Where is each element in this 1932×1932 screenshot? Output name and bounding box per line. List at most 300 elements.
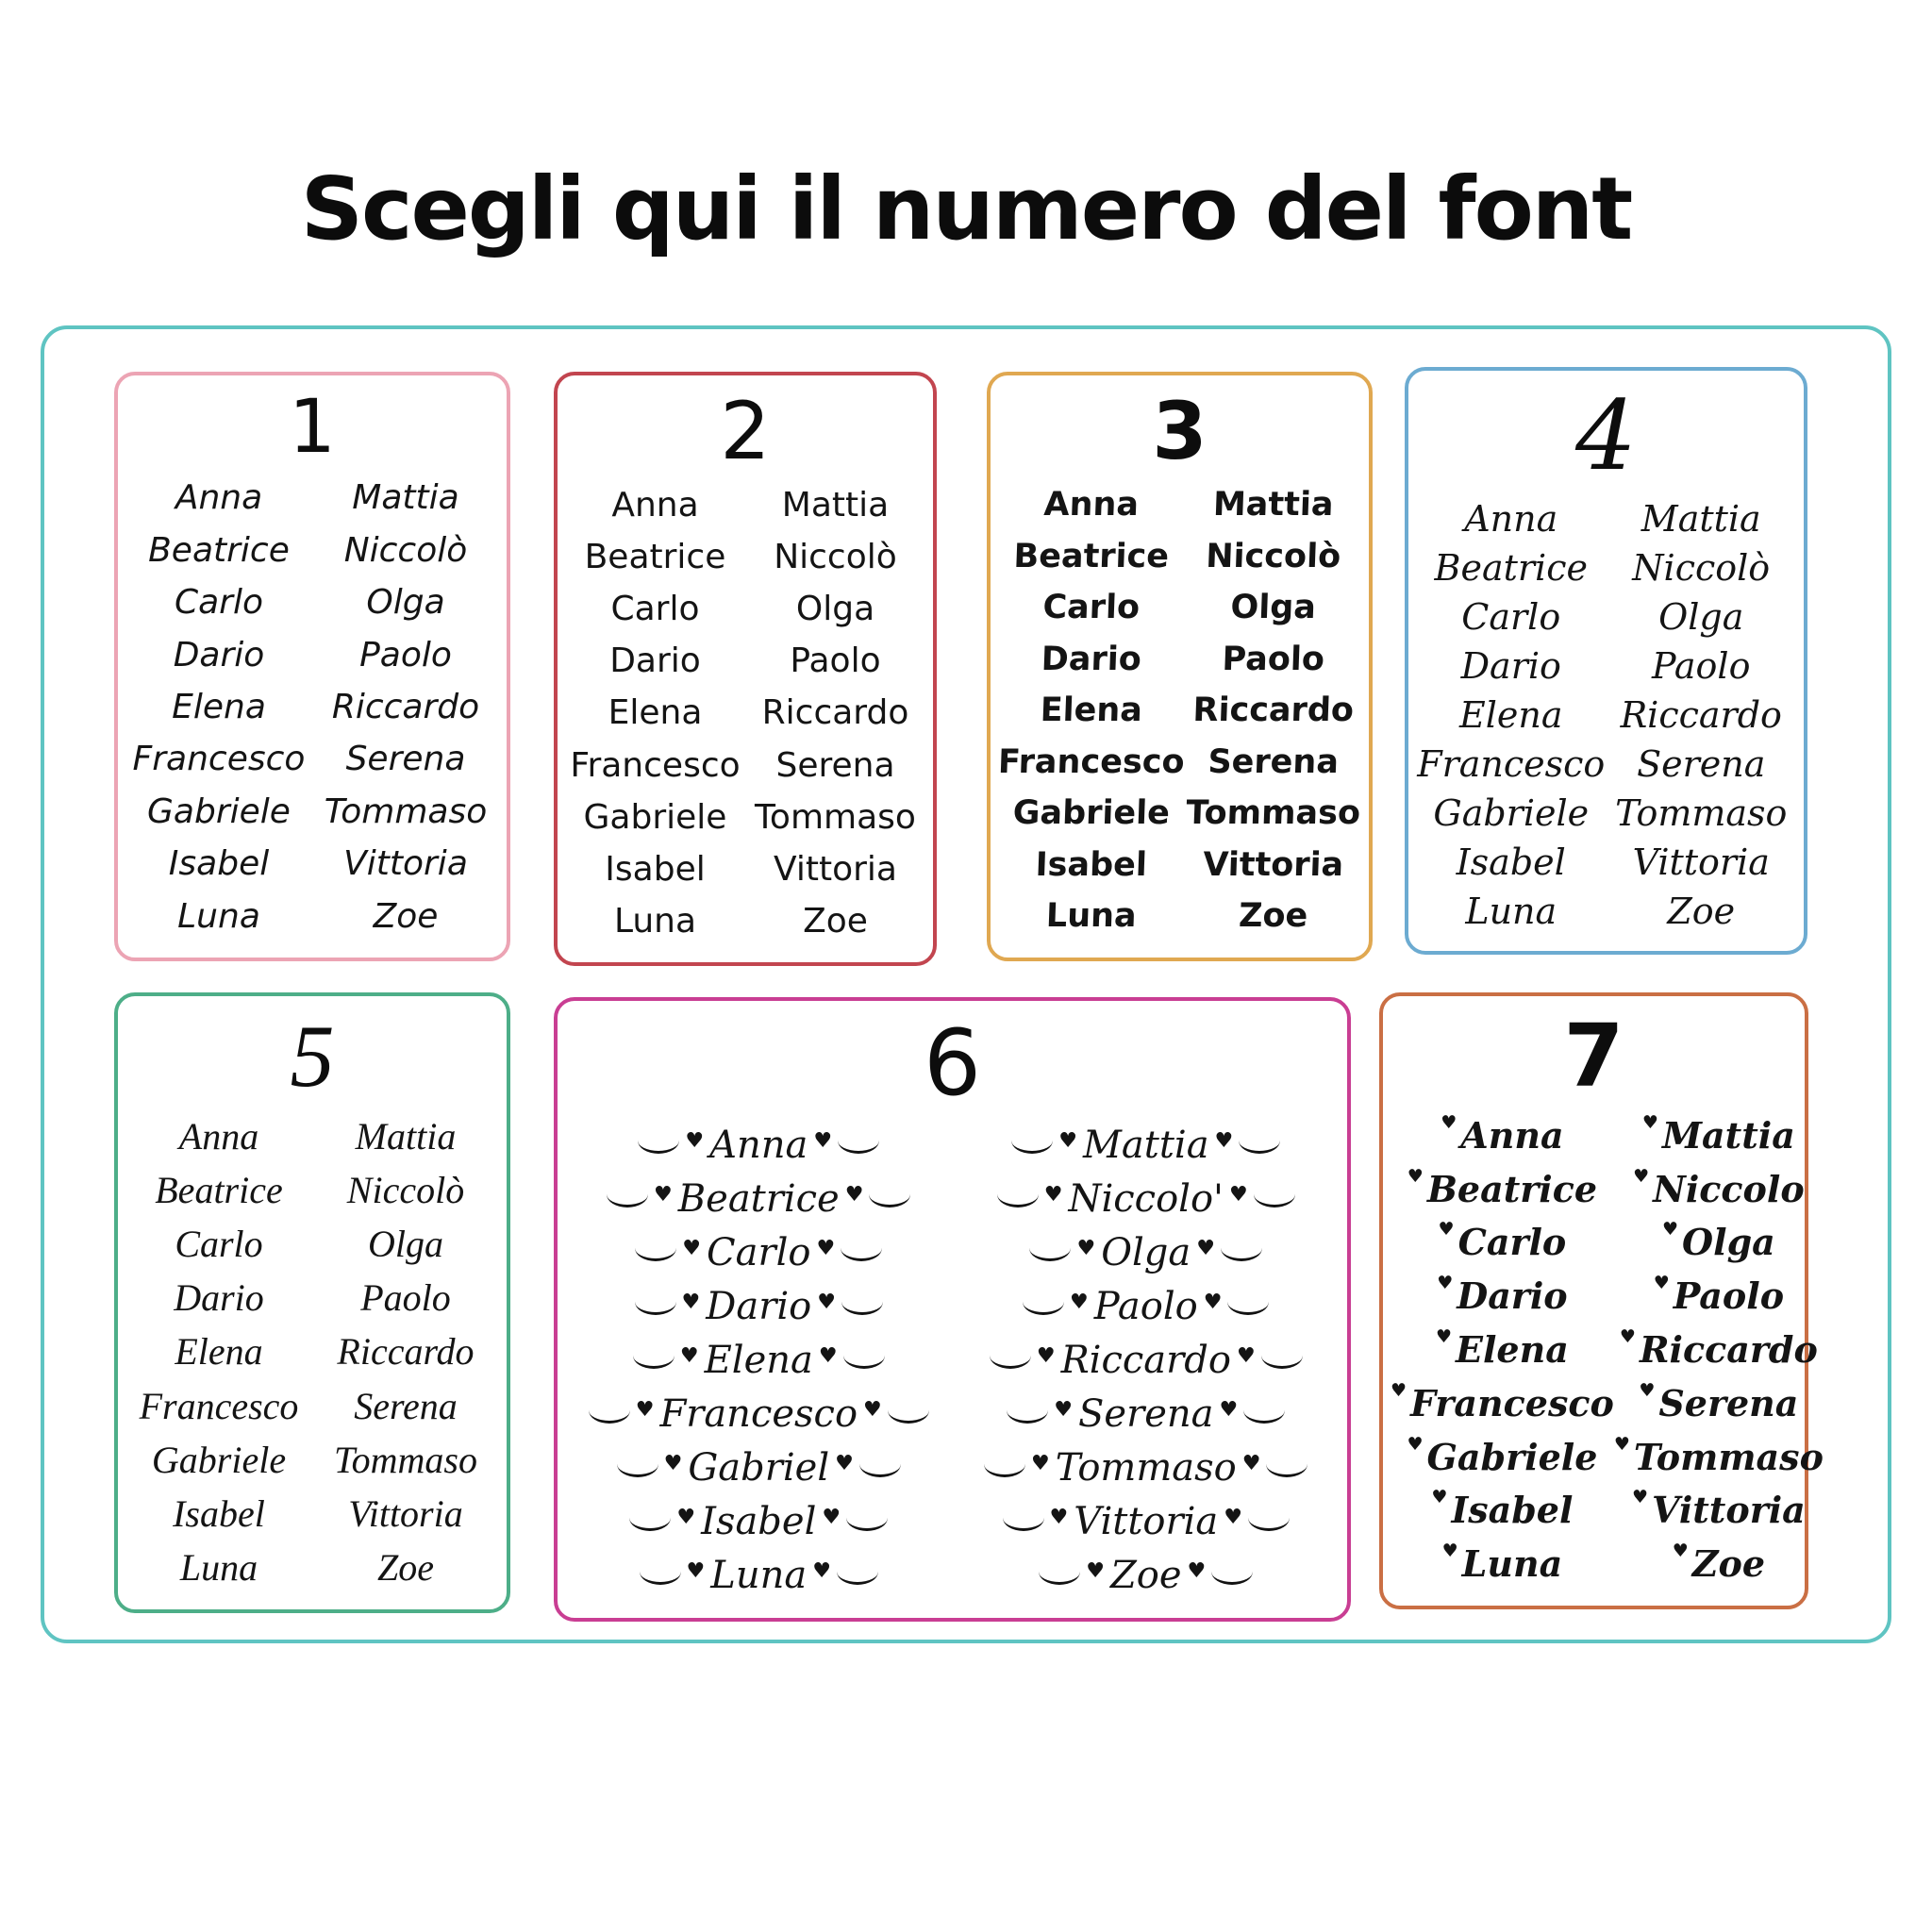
name-item xyxy=(565,791,745,843)
heart-icon: ♥ xyxy=(1236,1343,1256,1368)
name-item xyxy=(1416,691,1607,740)
name-item xyxy=(1391,1483,1614,1537)
heart-icon: ♥ xyxy=(817,1290,836,1314)
name-item xyxy=(565,1388,953,1441)
name-item xyxy=(1184,737,1362,789)
flourish-line xyxy=(843,1351,885,1369)
name-item xyxy=(1614,1430,1824,1484)
name-item xyxy=(125,1324,312,1378)
name-item xyxy=(312,1433,499,1487)
name-text: Niccolò xyxy=(343,530,468,570)
name-text: Serena xyxy=(1658,1381,1799,1424)
name-item xyxy=(1607,494,1797,543)
name-item xyxy=(1416,887,1607,936)
names-grid xyxy=(118,470,507,958)
name-item xyxy=(1416,592,1607,641)
name-item xyxy=(1614,1108,1824,1162)
name-text: Paolo xyxy=(790,641,881,681)
name-item xyxy=(1416,789,1607,838)
name-text: Paolo xyxy=(360,1276,451,1320)
flourish-line xyxy=(633,1351,675,1369)
name-text: Paolo xyxy=(1221,640,1325,678)
flourish-line xyxy=(1011,1136,1053,1154)
name-text: Dario xyxy=(1460,645,1561,687)
name-item xyxy=(1184,685,1362,737)
heart-icon: ♥ xyxy=(813,1128,833,1153)
page-title: Scegli qui il numero del font xyxy=(300,158,1632,259)
heart-icon: ♥ xyxy=(1391,1379,1407,1401)
name-text: Olga xyxy=(1658,596,1744,638)
heart-icon: ♥ xyxy=(818,1343,838,1368)
name-text: Elena xyxy=(172,687,266,726)
flourish-line xyxy=(1003,1513,1044,1531)
flourish-line xyxy=(1266,1459,1307,1477)
names-grid xyxy=(118,1108,507,1609)
flourish-line xyxy=(1248,1513,1290,1531)
name-item xyxy=(125,472,312,524)
name-text: Tommaso xyxy=(755,797,916,837)
heart-icon: ♥ xyxy=(1036,1343,1056,1368)
name-text: Serena xyxy=(1078,1392,1214,1437)
flourish-line xyxy=(638,1136,679,1154)
name-item xyxy=(312,628,499,680)
name-item xyxy=(125,838,312,890)
font-box-4 xyxy=(1405,367,1807,955)
flourish-line xyxy=(640,1567,681,1585)
name-item xyxy=(125,1109,312,1163)
name-text: Niccolò xyxy=(1205,537,1341,575)
font-box-5 xyxy=(114,992,510,1613)
heart-icon: ♥ xyxy=(1219,1398,1239,1423)
name-text: Beatrice xyxy=(584,538,726,577)
name-item xyxy=(565,1225,953,1279)
names-grid xyxy=(1408,492,1804,951)
name-item xyxy=(312,1109,499,1163)
name-text: Isabel xyxy=(1456,841,1566,883)
name-item xyxy=(745,687,925,739)
name-text: Olga xyxy=(1682,1221,1775,1264)
name-text: Luna xyxy=(1465,891,1557,932)
name-item xyxy=(1614,1537,1824,1591)
flourish-line xyxy=(1007,1406,1048,1424)
name-text: Isabel xyxy=(173,1491,265,1535)
name-item xyxy=(745,635,925,687)
flourish-line xyxy=(869,1190,910,1208)
name-text: Vittoria xyxy=(348,1491,463,1535)
name-text: Anna xyxy=(1460,1113,1564,1157)
heart-icon: ♥ xyxy=(863,1398,882,1423)
flourish-line xyxy=(629,1513,671,1531)
heart-icon: ♥ xyxy=(1043,1182,1063,1207)
heart-icon: ♥ xyxy=(1407,1165,1424,1187)
name-text: Gabriele xyxy=(151,1438,287,1481)
heart-icon: ♥ xyxy=(1653,1273,1670,1294)
name-item xyxy=(565,1549,953,1603)
name-item xyxy=(953,1279,1341,1333)
heart-icon: ♥ xyxy=(663,1452,683,1476)
name-text: Carlo xyxy=(610,590,700,629)
name-item xyxy=(125,786,312,838)
name-item xyxy=(125,1379,312,1433)
name-item xyxy=(125,733,312,785)
name-text: Carlo xyxy=(1041,589,1141,627)
name-item xyxy=(997,531,1185,583)
name-text: Olga xyxy=(366,583,445,623)
heart-icon: ♥ xyxy=(844,1182,864,1207)
name-text: Riccardo xyxy=(331,687,480,726)
name-item xyxy=(997,685,1185,737)
name-item xyxy=(125,524,312,575)
name-text: Zoe xyxy=(1691,1542,1766,1586)
name-item xyxy=(312,1217,499,1271)
flourish-line xyxy=(841,1297,883,1315)
name-text: Riccardo xyxy=(1191,691,1355,730)
font-number: 1 xyxy=(289,385,336,470)
name-text: Paolo xyxy=(359,635,452,675)
flourish-line xyxy=(841,1243,882,1261)
name-text: Riccardo xyxy=(761,693,909,733)
name-item xyxy=(125,891,312,942)
name-item xyxy=(953,1549,1341,1603)
name-text: Serena xyxy=(775,745,895,785)
font-number: 4 xyxy=(1575,380,1637,492)
name-text: Carlo xyxy=(1461,596,1561,638)
name-text: Francesco xyxy=(139,1384,299,1427)
flourish-line xyxy=(846,1513,888,1531)
name-item xyxy=(1184,788,1362,840)
name-item xyxy=(312,891,499,942)
name-text: Vittoria xyxy=(1074,1500,1219,1544)
name-text: Francesco xyxy=(570,745,741,785)
heart-icon: ♥ xyxy=(1639,1379,1656,1401)
flourish-line xyxy=(990,1351,1031,1369)
name-item xyxy=(565,1172,953,1225)
name-text: Luna xyxy=(1461,1542,1563,1586)
font-box-7 xyxy=(1379,992,1824,1609)
name-text: Gabriele xyxy=(1012,794,1171,833)
font-number: 3 xyxy=(1152,385,1208,477)
name-item xyxy=(1416,740,1607,789)
name-item xyxy=(1416,543,1607,592)
name-item xyxy=(953,1172,1341,1225)
name-text: Carlo xyxy=(175,1223,263,1266)
name-item xyxy=(565,843,745,895)
name-text: Riccardo xyxy=(1639,1327,1818,1371)
font-number: 2 xyxy=(720,385,771,477)
name-text: Anna xyxy=(1464,498,1558,540)
heart-icon: ♥ xyxy=(676,1506,696,1530)
name-item xyxy=(312,1379,499,1433)
heart-icon: ♥ xyxy=(1214,1128,1234,1153)
heart-icon: ♥ xyxy=(1054,1398,1073,1423)
outer-frame xyxy=(41,325,1891,1643)
name-text: Beatrice xyxy=(1012,537,1170,575)
font-box-2 xyxy=(554,372,937,966)
name-text: Olga xyxy=(368,1223,443,1266)
heart-icon: ♥ xyxy=(816,1236,836,1260)
name-text: Olga xyxy=(1229,589,1317,627)
name-text: Zoe xyxy=(1667,891,1736,932)
name-item xyxy=(953,1118,1341,1172)
name-text: Dario xyxy=(1457,1274,1568,1318)
name-item xyxy=(125,1271,312,1324)
font-number: 7 xyxy=(1563,1006,1624,1107)
heart-icon: ♥ xyxy=(1407,1433,1424,1455)
name-item xyxy=(997,891,1185,942)
name-item xyxy=(1614,1323,1824,1376)
name-item xyxy=(1416,494,1607,543)
name-item xyxy=(565,635,745,687)
name-item xyxy=(1184,479,1362,531)
name-text: Elena xyxy=(1458,694,1563,736)
name-text: Niccolo xyxy=(1653,1167,1805,1210)
name-item xyxy=(997,788,1185,840)
name-text: Tommaso xyxy=(1055,1446,1237,1491)
name-text: Zoe xyxy=(377,1545,434,1589)
name-text: Serena xyxy=(354,1384,458,1427)
flourish-line xyxy=(1261,1351,1303,1369)
name-item xyxy=(312,524,499,575)
heart-icon: ♥ xyxy=(1241,1452,1261,1476)
name-item xyxy=(1607,592,1797,641)
name-text: Dario xyxy=(706,1284,812,1328)
flourish-line xyxy=(984,1459,1025,1477)
heart-icon: ♥ xyxy=(1613,1433,1630,1455)
heart-icon: ♥ xyxy=(1203,1290,1223,1314)
name-text: Mattia xyxy=(1082,1123,1209,1167)
name-item xyxy=(565,1118,953,1172)
name-text: Francesco xyxy=(1417,743,1606,785)
name-item xyxy=(1607,543,1797,592)
name-text: Elena xyxy=(608,693,703,733)
flourish-line xyxy=(635,1297,676,1315)
name-item xyxy=(997,582,1185,634)
name-item xyxy=(1391,1216,1614,1270)
flourish-line xyxy=(635,1243,676,1261)
name-text: Luna xyxy=(177,896,260,936)
name-text: Beatrice xyxy=(148,530,290,570)
name-item xyxy=(1391,1537,1614,1591)
name-text: Francesco xyxy=(1410,1381,1614,1424)
name-text: Anna xyxy=(1042,486,1140,525)
name-item xyxy=(1607,740,1797,789)
name-item xyxy=(1184,634,1362,686)
name-text: Tommaso xyxy=(334,1438,477,1481)
name-item xyxy=(312,576,499,628)
name-text: Francesco xyxy=(997,743,1186,782)
name-item xyxy=(312,1324,499,1378)
heart-icon: ♥ xyxy=(1661,1219,1679,1241)
flourish-line xyxy=(1039,1567,1080,1585)
font-box-6 xyxy=(554,997,1351,1622)
heart-icon: ♥ xyxy=(1031,1452,1050,1476)
name-item xyxy=(565,1441,953,1495)
name-item xyxy=(565,1495,953,1549)
name-text: Mattia xyxy=(355,1115,457,1158)
heart-icon: ♥ xyxy=(685,1128,705,1153)
heart-icon: ♥ xyxy=(686,1559,706,1584)
name-item xyxy=(1391,1430,1614,1484)
name-item xyxy=(1184,531,1362,583)
name-text: Isabel xyxy=(1451,1489,1574,1532)
heart-icon: ♥ xyxy=(1672,1541,1689,1562)
flourish-line xyxy=(589,1406,630,1424)
name-text: Gabriel xyxy=(688,1446,830,1491)
name-text: Serena xyxy=(1637,743,1766,785)
heart-icon: ♥ xyxy=(1437,1273,1454,1294)
name-item xyxy=(745,895,925,947)
name-text: Mattia xyxy=(1661,1113,1795,1157)
name-item xyxy=(997,737,1185,789)
name-text: Gabriele xyxy=(1426,1435,1598,1478)
heart-icon: ♥ xyxy=(681,1290,701,1314)
name-text: Mattia xyxy=(352,478,459,518)
name-item xyxy=(997,840,1185,891)
name-item xyxy=(1184,840,1362,891)
name-text: Elena xyxy=(1456,1327,1569,1371)
name-item xyxy=(312,786,499,838)
name-item xyxy=(565,687,745,739)
heart-icon: ♥ xyxy=(682,1236,702,1260)
name-text: Niccolò xyxy=(774,538,897,577)
name-item xyxy=(953,1495,1341,1549)
name-item xyxy=(125,1433,312,1487)
name-item xyxy=(745,531,925,583)
name-item xyxy=(1416,838,1607,887)
name-text: Anna xyxy=(611,486,699,525)
name-text: Paolo xyxy=(1652,645,1751,687)
name-item xyxy=(1607,887,1797,936)
name-item xyxy=(312,733,499,785)
name-text: Luna xyxy=(613,901,697,941)
name-item xyxy=(997,479,1185,531)
name-text: Serena xyxy=(345,740,466,779)
name-item xyxy=(565,740,745,791)
heart-icon: ♥ xyxy=(835,1452,854,1476)
name-item xyxy=(125,1217,312,1271)
heart-icon: ♥ xyxy=(1435,1325,1453,1347)
font-number: 5 xyxy=(290,1008,335,1106)
flourish-line xyxy=(888,1406,929,1424)
name-item xyxy=(312,838,499,890)
name-item xyxy=(1614,1483,1824,1537)
name-item xyxy=(1614,1376,1824,1430)
heart-icon: ♥ xyxy=(1229,1182,1248,1207)
name-text: Anna xyxy=(178,1115,259,1158)
name-item xyxy=(312,1541,499,1594)
heart-icon: ♥ xyxy=(1441,1541,1458,1562)
name-text: Francesco xyxy=(132,740,306,779)
name-text: Dario xyxy=(173,635,265,675)
name-text: Isabel xyxy=(605,849,706,889)
name-item xyxy=(1391,1323,1614,1376)
name-text: Vittoria xyxy=(774,849,897,889)
name-text: Carlo xyxy=(174,583,264,623)
name-text: Paolo xyxy=(1673,1274,1785,1318)
name-text: Beatrice xyxy=(677,1176,840,1221)
name-text: Carlo xyxy=(1457,1221,1567,1264)
name-text: Beatrice xyxy=(155,1169,283,1212)
flourish-line xyxy=(838,1136,879,1154)
heart-icon: ♥ xyxy=(1049,1506,1069,1530)
flourish-line xyxy=(607,1190,648,1208)
name-item xyxy=(565,479,745,531)
name-item xyxy=(745,479,925,531)
names-grid xyxy=(558,477,933,962)
name-item xyxy=(312,681,499,733)
heart-icon: ♥ xyxy=(1431,1487,1448,1508)
name-item xyxy=(565,895,745,947)
name-text: Luna xyxy=(710,1554,808,1598)
name-item xyxy=(565,583,745,635)
flourish-line xyxy=(1211,1567,1253,1585)
flourish-line xyxy=(859,1459,901,1477)
flourish-line xyxy=(837,1567,878,1585)
name-text: Isabel xyxy=(1034,846,1148,885)
heart-icon: ♥ xyxy=(1070,1290,1089,1314)
name-text: Riccardo xyxy=(337,1330,475,1374)
name-item xyxy=(745,791,925,843)
name-text: Luna xyxy=(1045,897,1138,936)
name-item xyxy=(997,634,1185,686)
name-text: Tommaso xyxy=(1185,794,1361,833)
name-text: Francesco xyxy=(659,1392,858,1437)
name-text: Serena xyxy=(1207,743,1340,782)
name-text: Vittoria xyxy=(1202,846,1344,885)
name-text: Vittoria xyxy=(1652,1489,1806,1532)
name-text: Anna xyxy=(175,478,263,518)
name-item xyxy=(1391,1269,1614,1323)
flourish-line xyxy=(1221,1243,1262,1261)
name-item xyxy=(312,1163,499,1217)
name-item xyxy=(125,1487,312,1541)
name-item xyxy=(1391,1376,1614,1430)
name-item xyxy=(125,681,312,733)
name-item xyxy=(125,1541,312,1594)
name-text: Riccardo xyxy=(1060,1338,1231,1382)
name-text: Tommaso xyxy=(324,791,488,831)
name-text: Elena xyxy=(1039,691,1143,730)
name-text: Zoe xyxy=(1238,897,1308,936)
name-text: Zoe xyxy=(1109,1554,1182,1598)
name-item xyxy=(953,1388,1341,1441)
name-text: Paolo xyxy=(1093,1284,1198,1328)
name-item xyxy=(565,1279,953,1333)
font-box-1 xyxy=(114,372,510,961)
name-item xyxy=(745,583,925,635)
heart-icon: ♥ xyxy=(1187,1559,1207,1584)
heart-icon: ♥ xyxy=(635,1398,655,1423)
name-text: Gabriele xyxy=(1433,792,1590,834)
name-item xyxy=(312,472,499,524)
font-box-3 xyxy=(987,372,1373,961)
flourish-line xyxy=(997,1190,1039,1208)
flourish-line xyxy=(1254,1190,1295,1208)
name-text: Olga xyxy=(1101,1230,1191,1274)
heart-icon: ♥ xyxy=(1633,1165,1650,1187)
heart-icon: ♥ xyxy=(1438,1219,1455,1241)
name-text: Gabriele xyxy=(147,791,291,831)
name-item xyxy=(1607,789,1797,838)
name-item xyxy=(125,628,312,680)
flourish-line xyxy=(617,1459,658,1477)
name-text: Mattia xyxy=(1211,486,1334,525)
name-text: Zoe xyxy=(373,896,439,936)
flourish-line xyxy=(1023,1297,1064,1315)
name-text: Isabel xyxy=(701,1500,817,1544)
name-text: Niccolo' xyxy=(1068,1176,1224,1221)
name-text: Riccardo xyxy=(1620,694,1782,736)
